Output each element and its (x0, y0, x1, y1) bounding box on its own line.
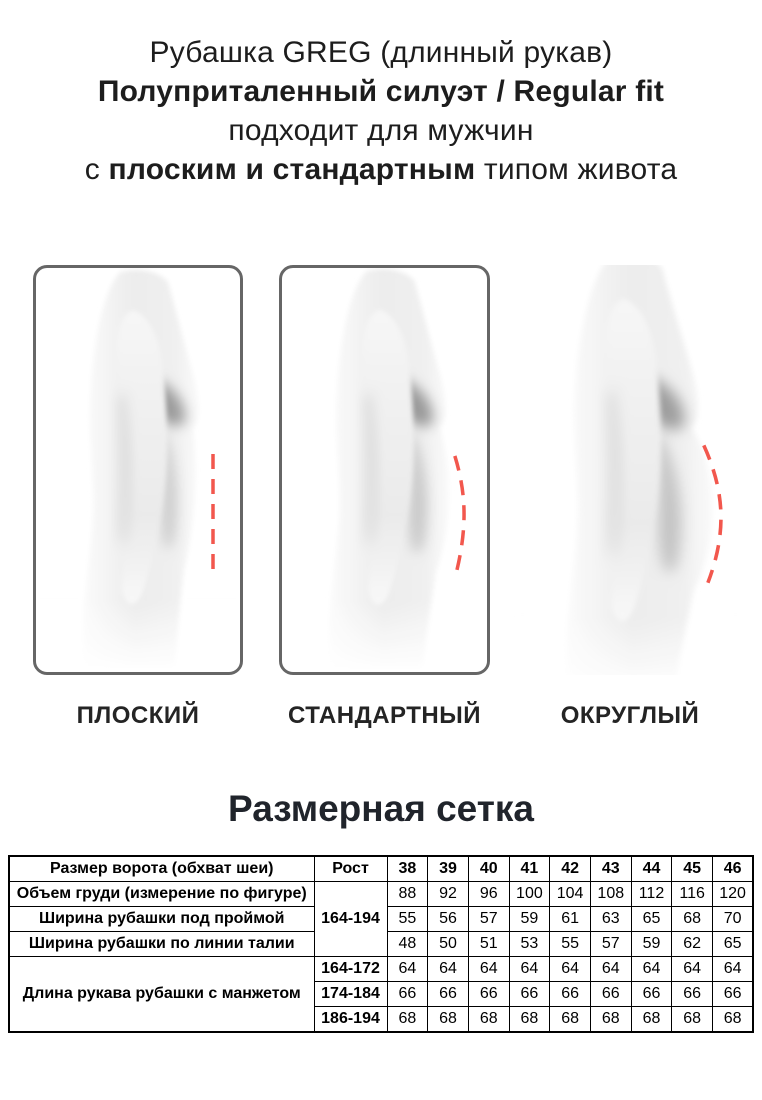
standard-belly-label: СТАНДАРТНЫЙ (288, 702, 481, 729)
sleeve-length-cell: 66 (713, 982, 754, 1007)
size-header-cell: 46 (713, 856, 754, 882)
sleeve-length-cell: 64 (550, 957, 591, 982)
size-chart-table (8, 855, 754, 1033)
waist-width-cell: 57 (590, 932, 631, 957)
waist-row-label: Ширина рубашки по линии талии (9, 932, 314, 957)
sleeve-length-cell: 64 (387, 957, 428, 982)
size-chart-title: Размерная сетка (228, 788, 534, 829)
sleeve-length-cell: 64 (672, 957, 713, 982)
sleeve-length-cell: 68 (631, 1007, 672, 1033)
size-header-cell: 41 (509, 856, 550, 882)
armhole-width-cell: 68 (672, 907, 713, 932)
chest-value-cell: 100 (509, 882, 550, 907)
sleeve-row-label-merged: Длина рукава рубашки с манжетом (9, 957, 314, 1033)
sleeve-length-cell: 66 (428, 982, 469, 1007)
chest-value-cell: 116 (672, 882, 713, 907)
round-torso-image (510, 265, 750, 675)
sleeve-length-cell: 64 (468, 957, 509, 982)
armhole-width-cell: 57 (468, 907, 509, 932)
table-header-row (9, 856, 753, 882)
chest-value-cell: 120 (713, 882, 754, 907)
height-range-3: 186-194 (314, 1007, 387, 1033)
armhole-width-cell: 65 (631, 907, 672, 932)
sleeve-length-cell: 68 (468, 1007, 509, 1033)
armhole-width-cell: 61 (550, 907, 591, 932)
size-header-cell: 45 (672, 856, 713, 882)
armhole-width-cell: 59 (509, 907, 550, 932)
standard-torso-image (282, 268, 487, 672)
sleeve-length-cell: 66 (387, 982, 428, 1007)
chest-value-cell: 112 (631, 882, 672, 907)
sleeve-length-cell: 66 (468, 982, 509, 1007)
armhole-width-cell: 55 (387, 907, 428, 932)
height-header: Рост (314, 856, 387, 882)
sleeve-length-cell: 68 (672, 1007, 713, 1033)
round-belly-label: ОКРУГЛЫЙ (560, 702, 700, 729)
sleeve-length-cell: 66 (550, 982, 591, 1007)
sleeve-length-cell: 64 (631, 957, 672, 982)
chest-value-cell: 104 (550, 882, 591, 907)
sleeve-length-cell: 66 (590, 982, 631, 1007)
intro-line-2: Полуприталенный силуэт / Regular fit (97, 75, 665, 108)
sleeve-length-cell: 68 (509, 1007, 550, 1033)
intro-line-4: с плоским и стандартным типом живота (84, 153, 678, 186)
waist-width-cell: 59 (631, 932, 672, 957)
sleeve-length-cell: 68 (713, 1007, 754, 1033)
armhole-width-cell: 63 (590, 907, 631, 932)
belly-type-flat (33, 265, 243, 730)
chest-value-cell: 92 (428, 882, 469, 907)
intro-line-1: Рубашка GREG (длинный рукав) (149, 36, 613, 69)
chest-value-cell: 108 (590, 882, 631, 907)
standard-belly-card (279, 265, 490, 675)
size-header-cell: 40 (468, 856, 509, 882)
chest-value-cell: 96 (468, 882, 509, 907)
waist-width-cell: 48 (387, 932, 428, 957)
waist-width-cell: 50 (428, 932, 469, 957)
height-range-2: 174-184 (314, 982, 387, 1007)
size-header-cell: 38 (387, 856, 428, 882)
belly-types-row (33, 265, 762, 730)
table-row (9, 882, 753, 907)
belly-type-round (510, 265, 750, 730)
waist-width-cell: 65 (713, 932, 754, 957)
waist-width-cell: 53 (509, 932, 550, 957)
product-intro (0, 0, 762, 189)
size-header-cell: 39 (428, 856, 469, 882)
waist-width-cell: 62 (672, 932, 713, 957)
sleeve-length-cell: 64 (713, 957, 754, 982)
sleeve-length-cell: 66 (672, 982, 713, 1007)
collar-size-header: Размер ворота (обхват шеи) (9, 856, 314, 882)
sleeve-length-cell: 64 (509, 957, 550, 982)
flat-torso-image (36, 268, 240, 672)
sleeve-length-cell: 66 (631, 982, 672, 1007)
sleeve-length-cell: 68 (387, 1007, 428, 1033)
waist-width-cell: 55 (550, 932, 591, 957)
intro-line-3: подходит для мужчин (228, 114, 534, 147)
standard-belly-dash-line (455, 456, 464, 575)
sleeve-length-cell: 68 (550, 1007, 591, 1033)
size-header-cell: 44 (631, 856, 672, 882)
sleeve-length-cell: 66 (509, 982, 550, 1007)
height-range-1: 164-172 (314, 957, 387, 982)
sleeve-length-cell: 64 (428, 957, 469, 982)
size-header-cell: 42 (550, 856, 591, 882)
round-belly-card (510, 265, 750, 675)
sleeve-length-cell: 64 (590, 957, 631, 982)
flat-belly-label: ПЛОСКИЙ (76, 702, 200, 729)
armhole-width-cell: 56 (428, 907, 469, 932)
belly-type-standard (279, 265, 490, 730)
armhole-width-cell: 70 (713, 907, 754, 932)
flat-belly-card (33, 265, 243, 675)
chest-row-label: Объем груди (измерение по фигуре) (9, 882, 314, 907)
chest-value-cell: 88 (387, 882, 428, 907)
table-row (9, 957, 753, 982)
height-range-merged: 164-194 (314, 882, 387, 957)
sleeve-length-cell: 68 (590, 1007, 631, 1033)
sleeve-length-cell: 68 (428, 1007, 469, 1033)
size-header-cell: 43 (590, 856, 631, 882)
armhole-row-label: Ширина рубашки под проймой (9, 907, 314, 932)
waist-width-cell: 51 (468, 932, 509, 957)
